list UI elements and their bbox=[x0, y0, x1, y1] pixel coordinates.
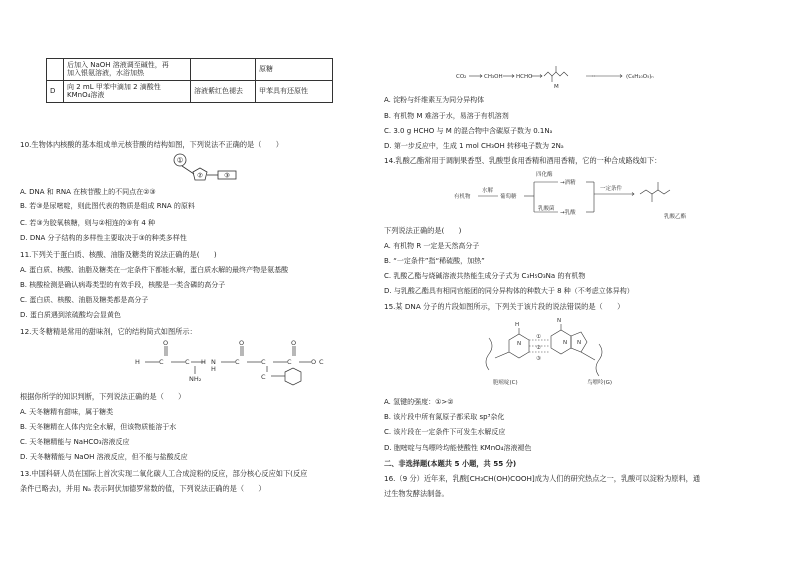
synthesis-route-diagram bbox=[454, 170, 714, 222]
amino-group: NH₂ bbox=[189, 375, 202, 383]
q12-stem: 12.天冬糖精是常用的甜味剂，它的结构简式如图所示： bbox=[20, 327, 197, 336]
table-cell: 原糖 bbox=[256, 59, 333, 81]
table-cell: 后加入 NaOH 溶液调至碱性，再 加入银氨溶液，水浴加热 bbox=[64, 59, 191, 81]
svg-text:鸟嘌呤(G): 鸟嘌呤(G) bbox=[587, 380, 613, 386]
svg-text:胞嘧啶(C): 胞嘧啶(C) bbox=[493, 380, 518, 386]
q12-option-b: B. 天冬糖精在人体内完全水解，但该物质能溶于水 bbox=[20, 423, 177, 431]
table-row bbox=[47, 59, 333, 81]
section-two-heading: 二、非选择题(本题共 5 小题，共 55 分) bbox=[384, 459, 517, 468]
svg-text:O: O bbox=[311, 358, 317, 366]
q12-option-a: A. 天冬糖精有甜味，属于糖类 bbox=[20, 408, 114, 416]
svg-text:乳酸菌: 乳酸菌 bbox=[538, 206, 555, 212]
table-cell: 溶液紫红色褪去 bbox=[191, 80, 256, 102]
svg-text:M: M bbox=[554, 84, 559, 90]
svg-text:C: C bbox=[185, 358, 190, 366]
svg-text:水解: 水解 bbox=[482, 188, 494, 194]
svg-text:②: ② bbox=[536, 345, 541, 351]
q10-option-c: C. 若③为胶氧核糖，则与②相连的③有 4 种 bbox=[20, 219, 156, 227]
svg-text:H: H bbox=[515, 322, 520, 328]
svg-text:C: C bbox=[159, 358, 164, 366]
svg-text:→酒精: →酒精 bbox=[560, 180, 576, 186]
table-cell: 向 2 mL 甲苯中滴加 2 滴酸性 KMnO₄溶液 bbox=[64, 80, 191, 102]
experiment-table bbox=[46, 58, 333, 103]
q15-option-a: A. 氢键的强度：①>② bbox=[384, 398, 454, 406]
q14-lead: 下列说法正确的是( ) bbox=[384, 226, 462, 235]
q10-option-d: D. DNA 分子结构的多样性主要取决于③的种类多样性 bbox=[20, 234, 187, 242]
svg-text:H: H bbox=[135, 358, 140, 366]
svg-text:N: N bbox=[517, 341, 522, 347]
q16-line2: 过生物发酵法制备。 bbox=[384, 489, 449, 498]
svg-text:乳酸乙酯: 乳酸乙酯 bbox=[664, 214, 687, 220]
q13-option-b: B. 有机物 M 难溶于水，易溶于有机溶剂 bbox=[384, 112, 509, 120]
q11-option-c: C. 蛋白质、核酸、油脂及糖类都是高分子 bbox=[20, 296, 149, 304]
svg-text:C: C bbox=[287, 358, 292, 366]
q15-option-b: B. 该片段中所有氮原子都采取 sp³杂化 bbox=[384, 413, 505, 421]
q13-option-c: C. 3.0 g HCHO 与 M 的混合物中含碳原子数为 0.1Nₐ bbox=[384, 127, 553, 135]
svg-text:C: C bbox=[261, 373, 266, 381]
q14-option-b: B. “一定条件”指“稀硫酸，加热” bbox=[384, 257, 485, 265]
dna-base-pair-diagram bbox=[479, 318, 679, 388]
q15-option-d: D. 胞嘧啶与鸟嘌呤均能使酸性 KMnO₄溶液褪色 bbox=[384, 444, 532, 452]
svg-text:四化酶: 四化酶 bbox=[536, 172, 553, 178]
q14-stem: 14.乳酸乙酯常用于调制果香型、乳酸型食用香精和酒用香精，它的一种合成路线如下： bbox=[384, 156, 662, 165]
q13-stem-line2: 条件已略去)，并用 Nₐ 表示阿伏加德罗常数的值，下列说法正确的是（ ） bbox=[20, 484, 266, 493]
table-row bbox=[47, 80, 333, 102]
svg-text:N: N bbox=[211, 358, 216, 366]
q11-stem: 11.下列关于蛋白质、核酸、油脂及糖类的说法正确的是( ) bbox=[20, 250, 217, 259]
q12-option-c: C. 天冬糖精能与 NaHCO₃溶液反应 bbox=[20, 438, 130, 446]
q10-option-b: B. 若③是尿嘧啶，则此图代表的物质是组成 RNA 的原料 bbox=[20, 202, 195, 210]
q13-option-a: A. 淀粉与纤维素互为同分异构体 bbox=[384, 96, 485, 104]
diagram-label: ③ bbox=[224, 171, 230, 180]
q16-line1: 16.（9 分）近年来，乳酸[CH₃CH(OH)COOH]成为人们的研究热点之一，乳酸可以淀粉为原料，通 bbox=[384, 474, 701, 483]
svg-text:H: H bbox=[211, 365, 216, 373]
svg-text:CH₃OH: CH₃OH bbox=[484, 74, 503, 80]
table-cell: 甲苯具有还原性 bbox=[256, 80, 333, 102]
svg-text:H: H bbox=[201, 358, 206, 366]
svg-text:C: C bbox=[235, 358, 240, 366]
svg-text:N: N bbox=[557, 318, 562, 324]
svg-text:一定条件: 一定条件 bbox=[600, 186, 623, 192]
nucleotide-diagram bbox=[170, 152, 250, 184]
q14-option-a: A. 有机物 R 一定是天然高分子 bbox=[384, 242, 480, 250]
svg-text:CO₂: CO₂ bbox=[456, 74, 467, 80]
aspartame-structure bbox=[135, 340, 335, 388]
q14-option-c: C. 乳酸乙酯与烧碱溶液共热能生成分子式为 C₃H₅O₃Na 的有机物 bbox=[384, 272, 586, 280]
svg-text:C: C bbox=[319, 358, 324, 366]
svg-text:O: O bbox=[163, 339, 169, 347]
svg-text:C: C bbox=[261, 358, 266, 366]
svg-text:N: N bbox=[563, 340, 568, 346]
q13-option-d: D. 第一步反应中，生成 1 mol CH₃OH 转移电子数为 2Nₐ bbox=[384, 142, 564, 150]
q11-option-d: D. 蛋白质遇到浓硫酸均会显黄色 bbox=[20, 311, 121, 319]
table-cell: D bbox=[47, 80, 64, 102]
q12-lead: 根据你所学的知识判断，下列说法正确的是（ ） bbox=[20, 392, 186, 401]
svg-text:①: ① bbox=[536, 334, 541, 340]
q15-option-c: C. 该片段在一定条件下可发生水解反应 bbox=[384, 428, 506, 436]
reaction-equation bbox=[456, 64, 776, 92]
q13-stem-line1: 13.中国科研人员在国际上首次实现二氧化碳人工合成淀粉的反应，部分核心反应如下(反应 bbox=[20, 469, 308, 478]
svg-text:N: N bbox=[577, 340, 582, 346]
q11-option-a: A. 蛋白质、核酸、油脂及糖类在一定条件下都能水解，蛋白质水解的最终产物是氨基酸 bbox=[20, 266, 289, 274]
svg-text:(C₆H₁₀O₅)ₙ: (C₆H₁₀O₅)ₙ bbox=[626, 74, 654, 80]
q10-option-a: A. DNA 和 RNA 在核苷酸上的不同点在②③ bbox=[20, 188, 156, 196]
svg-text:有机物: 有机物 bbox=[454, 194, 471, 200]
q10-stem: 10.生物体内核酸的基本组成单元核苷酸的结构如图，下列说法不正确的是（ ） bbox=[20, 140, 283, 149]
svg-text:O: O bbox=[239, 339, 245, 347]
q15-stem: 15.某 DNA 分子的片段如图所示，下列关于该片段的说法错误的是（ ） bbox=[384, 302, 625, 311]
q11-option-b: B. 核酸检测是确认病毒类型的有效手段，核酸是一类含磷的高分子 bbox=[20, 281, 226, 289]
svg-text:葡萄糖: 葡萄糖 bbox=[500, 194, 517, 200]
svg-text:→乳酸: →乳酸 bbox=[560, 210, 576, 216]
diagram-label: ② bbox=[197, 171, 203, 180]
svg-text:O: O bbox=[291, 339, 297, 347]
svg-text:HCHO: HCHO bbox=[516, 74, 533, 80]
svg-text:③: ③ bbox=[536, 356, 541, 362]
diagram-label: ① bbox=[176, 156, 184, 165]
q14-option-d: D. 与乳酸乙酯具有相同官能团的同分异构体的种数大于 8 种（不考虑立体异构） bbox=[384, 287, 634, 295]
q12-option-d: D. 天冬糖精能与 NaOH 溶液反应，但不能与盐酸反应 bbox=[20, 453, 188, 461]
